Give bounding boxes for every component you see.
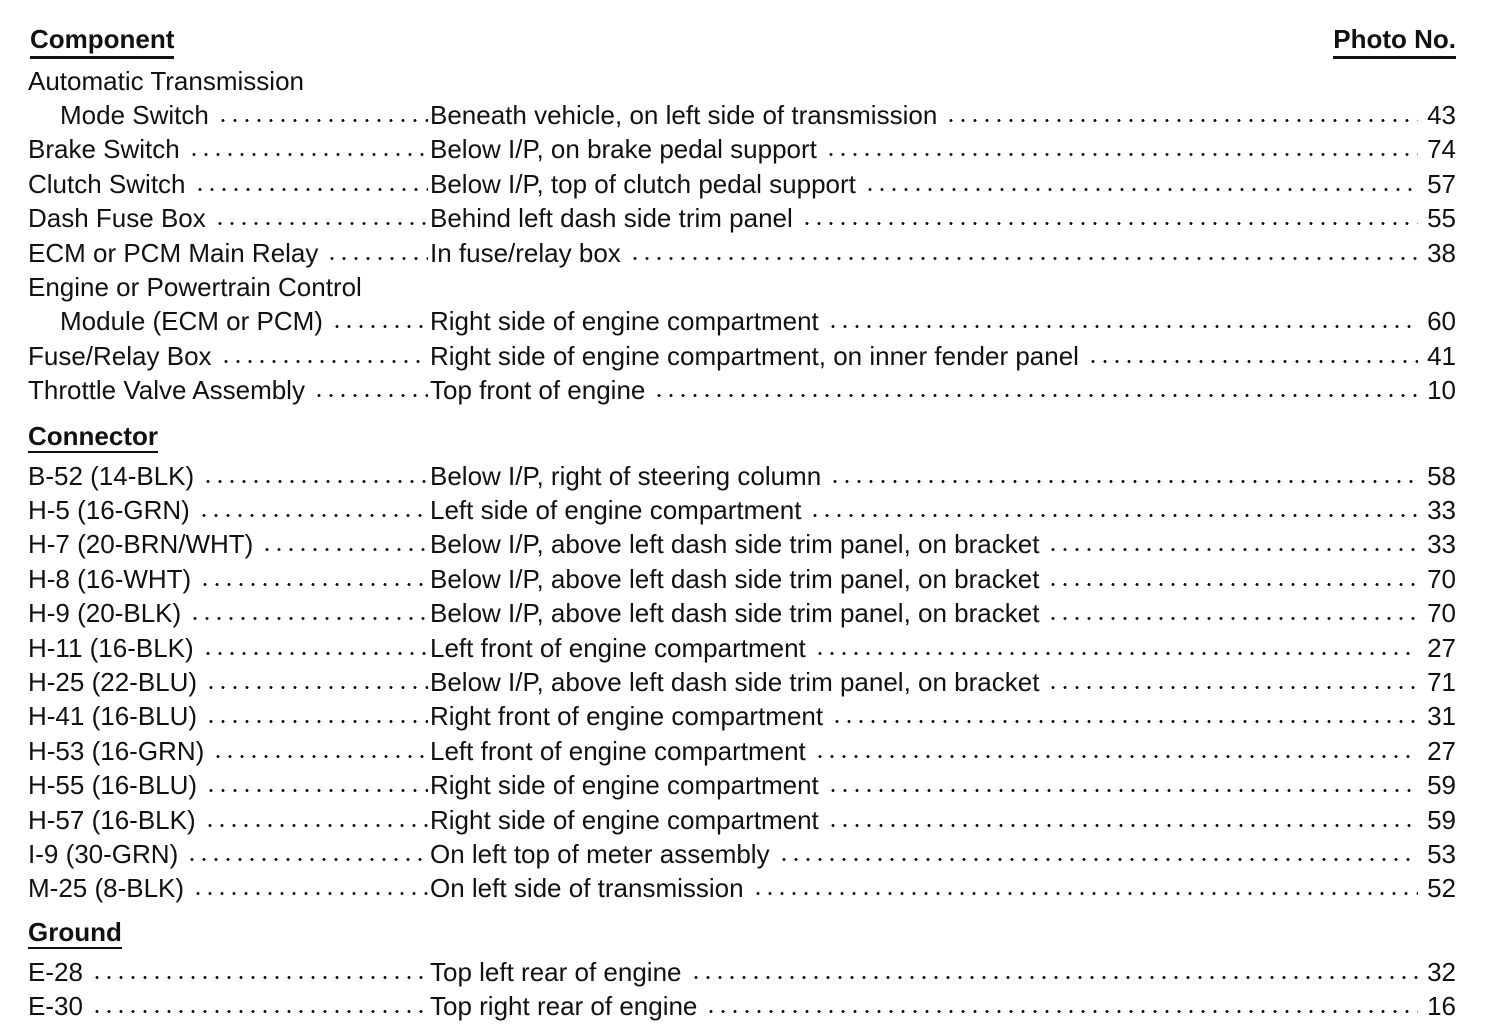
dot-leader bbox=[752, 892, 1418, 895]
photo-number: 74 bbox=[1427, 134, 1456, 165]
item-location: Right side of engine compartment, on inner fender panel bbox=[430, 340, 1079, 371]
item-name: H-55 (16-BLU) bbox=[28, 770, 198, 801]
dot-leader bbox=[186, 858, 428, 861]
dot-leader bbox=[653, 394, 1418, 397]
item-name: H-7 (20-BRN/WHT) bbox=[28, 529, 254, 560]
table-row bbox=[28, 98, 1456, 132]
table-row bbox=[28, 803, 1456, 837]
dot-leader bbox=[205, 686, 428, 689]
dot-leader bbox=[205, 789, 428, 792]
dot-leader bbox=[194, 188, 429, 191]
photo-number: 58 bbox=[1427, 460, 1456, 491]
location-cell bbox=[430, 770, 1418, 801]
item-name-cell bbox=[28, 991, 428, 1022]
item-location: Left front of engine compartment bbox=[430, 632, 806, 663]
dot-leader bbox=[778, 858, 1418, 861]
photo-number: 60 bbox=[1427, 306, 1456, 337]
table-row bbox=[28, 305, 1456, 339]
item-name-cell bbox=[28, 770, 428, 801]
dot-leader bbox=[212, 755, 428, 758]
item-name: Brake Switch bbox=[28, 134, 180, 165]
item-name: H-11 (16-BLK) bbox=[28, 632, 194, 663]
dot-leader bbox=[1047, 548, 1418, 551]
dot-leader bbox=[205, 720, 428, 723]
connector-section-heading: Connector bbox=[28, 421, 158, 451]
item-name: Throttle Valve Assembly bbox=[28, 375, 305, 406]
dot-leader bbox=[214, 222, 428, 225]
item-name: E-30 bbox=[28, 990, 83, 1021]
location-cell bbox=[430, 736, 1418, 767]
item-name: H-9 (20-BLK) bbox=[28, 598, 182, 629]
photo-number: 32 bbox=[1427, 956, 1456, 987]
photo-number: 53 bbox=[1427, 838, 1456, 869]
item-location: Below I/P, on brake pedal support bbox=[430, 134, 817, 165]
location-cell bbox=[430, 100, 1418, 131]
dot-leader bbox=[313, 394, 428, 397]
item-name-cell bbox=[28, 805, 428, 836]
dot-leader bbox=[809, 514, 1418, 517]
item-location: Below I/P, above left dash side trim panel, on bracket bbox=[430, 666, 1040, 697]
item-name-cell bbox=[28, 134, 428, 165]
dot-leader bbox=[864, 188, 1418, 191]
photo-number: 59 bbox=[1427, 804, 1456, 835]
item-name-cell bbox=[28, 461, 428, 492]
table-row bbox=[28, 989, 1456, 1023]
table-row bbox=[28, 955, 1456, 989]
dot-leader bbox=[801, 222, 1418, 225]
table-row bbox=[28, 167, 1456, 201]
item-name: Clutch Switch bbox=[28, 168, 186, 199]
item-name: H-41 (16-BLU) bbox=[28, 701, 198, 732]
item-name: H-53 (16-GRN) bbox=[28, 735, 205, 766]
location-cell bbox=[430, 169, 1418, 200]
item-location: In fuse/relay box bbox=[430, 237, 621, 268]
photo-number: 16 bbox=[1427, 990, 1456, 1021]
item-location: Left side of engine compartment bbox=[430, 494, 802, 525]
item-name-cell bbox=[28, 238, 428, 269]
dot-leader bbox=[217, 119, 428, 122]
item-name: Fuse/Relay Box bbox=[28, 340, 212, 371]
dot-leader bbox=[814, 755, 1418, 758]
photo-number: 27 bbox=[1427, 632, 1456, 663]
dot-leader bbox=[220, 360, 428, 363]
item-name-cell bbox=[28, 736, 428, 767]
location-cell bbox=[430, 529, 1418, 560]
item-location: Right front of engine compartment bbox=[430, 701, 824, 732]
item-location: Below I/P, above left dash side trim panel, on bracket bbox=[430, 529, 1040, 560]
table-row bbox=[28, 339, 1456, 373]
location-cell bbox=[430, 134, 1418, 165]
dot-leader bbox=[189, 617, 428, 620]
dot-leader bbox=[188, 153, 428, 156]
table-row bbox=[28, 872, 1456, 906]
table-row bbox=[28, 493, 1456, 527]
dot-leader bbox=[1047, 583, 1418, 586]
item-name-cell bbox=[28, 873, 428, 904]
item-name: ECM or PCM Main Relay bbox=[28, 237, 319, 268]
item-name: Module (ECM or PCM) bbox=[60, 306, 323, 337]
dot-leader bbox=[261, 548, 428, 551]
item-name: H-8 (16-WHT) bbox=[28, 563, 192, 594]
location-cell bbox=[430, 839, 1418, 870]
table-row bbox=[28, 700, 1456, 734]
item-name: M-25 (8-BLK) bbox=[28, 873, 185, 904]
item-name-cell bbox=[28, 341, 428, 372]
location-cell bbox=[430, 667, 1418, 698]
location-cell bbox=[430, 701, 1418, 732]
table-row bbox=[28, 236, 1456, 270]
item-location: Right side of engine compartment bbox=[430, 804, 819, 835]
location-cell bbox=[430, 306, 1418, 337]
item-name: B-52 (14-BLK) bbox=[28, 460, 195, 491]
item-location: Top left rear of engine bbox=[430, 956, 682, 987]
dot-leader bbox=[202, 652, 428, 655]
item-location: Below I/P, right of steering column bbox=[430, 460, 822, 491]
table-row bbox=[28, 631, 1456, 665]
component-group-label: Automatic Transmission bbox=[28, 66, 304, 96]
item-name: Dash Fuse Box bbox=[28, 203, 206, 234]
dot-leader bbox=[827, 789, 1418, 792]
location-cell bbox=[430, 375, 1418, 406]
item-location: Below I/P, top of clutch pedal support bbox=[430, 168, 856, 199]
item-name: H-25 (22-BLU) bbox=[28, 666, 198, 697]
component-group-label: Engine or Powertrain Control bbox=[28, 272, 362, 303]
dot-leader bbox=[192, 892, 428, 895]
dot-leader bbox=[705, 1010, 1418, 1013]
item-location: Top front of engine bbox=[430, 375, 646, 406]
item-name-cell bbox=[60, 100, 428, 131]
item-location: Below I/P, above left dash side trim panel, on bracket bbox=[430, 598, 1040, 629]
item-name-cell bbox=[28, 169, 428, 200]
item-name: E-28 bbox=[28, 956, 83, 987]
photo-number: 43 bbox=[1427, 99, 1456, 130]
dot-leader bbox=[831, 720, 1418, 723]
photo-number: 33 bbox=[1427, 494, 1456, 525]
location-cell bbox=[430, 238, 1418, 269]
location-cell bbox=[430, 341, 1418, 372]
table-row bbox=[28, 133, 1456, 167]
item-name-cell bbox=[28, 375, 428, 406]
dot-leader bbox=[825, 153, 1418, 156]
location-cell bbox=[430, 991, 1418, 1022]
dot-leader bbox=[829, 480, 1418, 483]
dot-leader bbox=[814, 652, 1418, 655]
table-row bbox=[28, 528, 1456, 562]
dot-leader bbox=[202, 480, 428, 483]
item-name-cell bbox=[60, 306, 428, 337]
photo-number: 59 bbox=[1427, 770, 1456, 801]
item-location: Right side of engine compartment bbox=[430, 770, 819, 801]
item-name-cell bbox=[28, 667, 428, 698]
item-name-cell bbox=[28, 203, 428, 234]
item-location: Behind left dash side trim panel bbox=[430, 203, 793, 234]
location-cell bbox=[430, 598, 1418, 629]
item-name-cell bbox=[28, 957, 428, 988]
photo-number: 55 bbox=[1427, 203, 1456, 234]
photo-number: 27 bbox=[1427, 735, 1456, 766]
location-cell bbox=[430, 957, 1418, 988]
item-location: Right side of engine compartment bbox=[430, 306, 819, 337]
location-cell bbox=[430, 633, 1418, 664]
dot-leader bbox=[199, 583, 428, 586]
dot-leader bbox=[827, 325, 1418, 328]
dot-leader bbox=[827, 824, 1418, 827]
photo-number: 31 bbox=[1427, 701, 1456, 732]
table-row bbox=[28, 837, 1456, 871]
photo-number: 52 bbox=[1427, 873, 1456, 904]
dot-leader bbox=[1047, 617, 1418, 620]
ground-section-heading: Ground bbox=[28, 917, 122, 947]
table-row bbox=[28, 734, 1456, 768]
table-row bbox=[28, 597, 1456, 631]
photo-number: 38 bbox=[1427, 237, 1456, 268]
item-name-cell bbox=[28, 633, 428, 664]
photo-number: 71 bbox=[1427, 666, 1456, 697]
photo-number-column-header: Photo No. bbox=[1333, 24, 1456, 59]
dot-leader bbox=[326, 257, 428, 260]
location-cell bbox=[430, 873, 1418, 904]
location-cell bbox=[430, 203, 1418, 234]
photo-number: 70 bbox=[1427, 598, 1456, 629]
item-name: Mode Switch bbox=[60, 99, 209, 130]
component-column-header: Component bbox=[30, 24, 174, 59]
table-row bbox=[28, 459, 1456, 493]
item-name: I-9 (30-GRN) bbox=[28, 838, 179, 869]
dot-leader bbox=[198, 514, 428, 517]
photo-number: 57 bbox=[1427, 168, 1456, 199]
table-row bbox=[28, 202, 1456, 236]
dot-leader bbox=[91, 1010, 428, 1013]
dot-leader bbox=[629, 257, 1418, 260]
item-location: Top right rear of engine bbox=[430, 990, 698, 1021]
table-row bbox=[28, 769, 1456, 803]
item-name-cell bbox=[28, 495, 428, 526]
item-name: H-5 (16-GRN) bbox=[28, 494, 190, 525]
dot-leader bbox=[945, 119, 1418, 122]
item-name-cell bbox=[28, 598, 428, 629]
item-location: Beneath vehicle, on left side of transmission bbox=[430, 99, 938, 130]
dot-leader bbox=[204, 824, 428, 827]
item-location: Below I/P, above left dash side trim panel, on bracket bbox=[430, 563, 1040, 594]
photo-number: 70 bbox=[1427, 563, 1456, 594]
photo-number: 41 bbox=[1427, 340, 1456, 371]
photo-number: 33 bbox=[1427, 529, 1456, 560]
table-row bbox=[28, 562, 1456, 596]
dot-leader bbox=[331, 325, 428, 328]
location-cell bbox=[430, 495, 1418, 526]
dot-leader bbox=[1087, 360, 1418, 363]
table-row bbox=[28, 374, 1456, 408]
item-name-cell bbox=[28, 564, 428, 595]
location-cell bbox=[430, 805, 1418, 836]
location-cell bbox=[430, 564, 1418, 595]
location-cell bbox=[430, 461, 1418, 492]
dot-leader bbox=[1047, 686, 1418, 689]
item-name: H-57 (16-BLK) bbox=[28, 804, 196, 835]
item-location: Left front of engine compartment bbox=[430, 735, 806, 766]
item-name-cell bbox=[28, 701, 428, 732]
table-row bbox=[28, 665, 1456, 699]
item-name-cell bbox=[28, 839, 428, 870]
item-name-cell bbox=[28, 529, 428, 560]
item-location: On left top of meter assembly bbox=[430, 838, 770, 869]
photo-number: 10 bbox=[1427, 375, 1456, 406]
dot-leader bbox=[690, 976, 1419, 979]
dot-leader bbox=[91, 976, 428, 979]
item-location: On left side of transmission bbox=[430, 873, 744, 904]
